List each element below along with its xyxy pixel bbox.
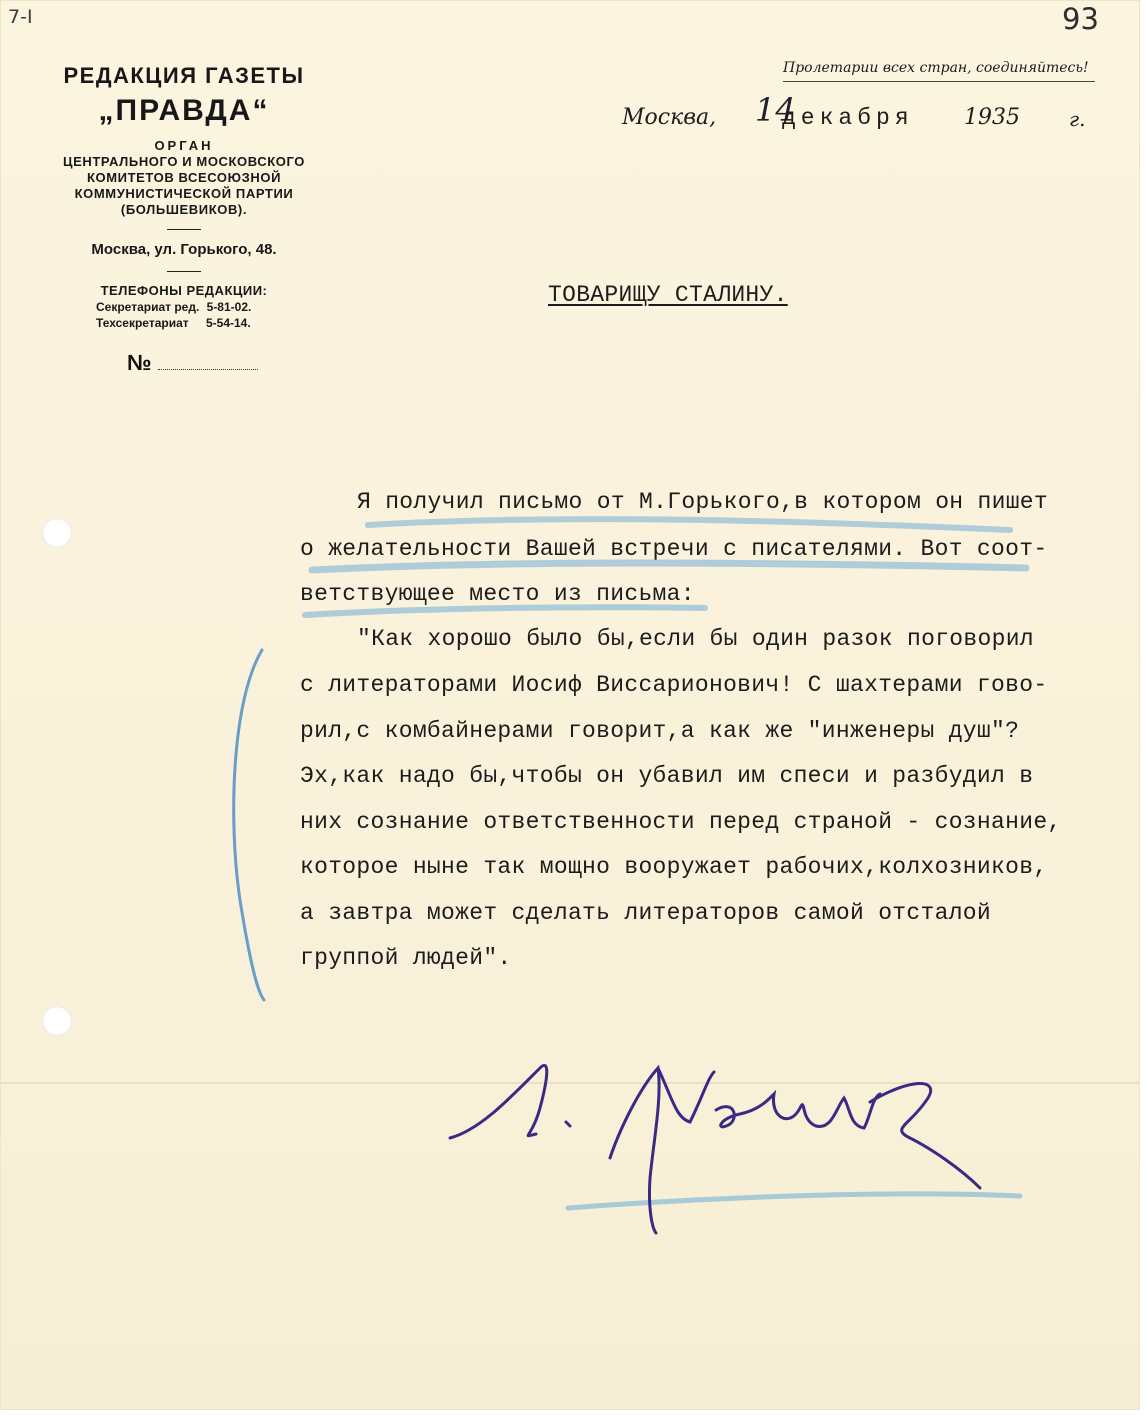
date-month: декабря [782,105,914,131]
document-number-label: № [127,350,152,375]
phone-label: Секретариат ред. [96,300,200,314]
date-year: 1935 [964,105,1020,130]
body-line: Эх,как надо бы,чтобы он убавил им спеси и разбудил в [300,763,1034,789]
phones-title: ТЕЛЕФОНЫ РЕДАКЦИИ: [100,283,268,298]
body-line: ветствующее место из письма: [300,581,695,607]
letterhead-title: РЕДАКЦИЯ ГАЗЕТЫ [63,63,305,88]
date-city: Москва, [622,105,717,130]
handwritten-page-number: 93 [1062,2,1099,36]
addressee: ТОВАРИЩУ СТАЛИНУ. [548,282,788,308]
body-line: о желательности Вашей встречи с писателями. Вот соот- [300,536,1048,562]
letterhead-organ-line: КОММУНИСТИЧЕСКОЙ ПАРТИИ [74,186,294,201]
letterhead-organ-line: ЦЕНТРАЛЬНОГО И МОСКОВСКОГО [62,154,306,169]
body-line: них сознание ответственности перед страной - сознание, [300,809,1062,835]
letterhead-organ-line: (БОЛЬШЕВИКОВ). [120,202,248,217]
phone-number: 5-54-14. [205,316,251,330]
blue-pencil-underline [368,519,1010,530]
newspaper-name: „ПРАВДА“ [98,94,270,127]
blue-pencil-underline [305,607,705,615]
signature-graphic [440,1038,1000,1238]
body-line: а завтра может сделать литераторов самой отсталой [300,900,992,926]
body-line: группой людей". [300,945,512,971]
date-day-handwritten: 14 [755,91,796,129]
letterhead-organ-line: ОРГАН [154,138,214,153]
corner-archive-mark: 7-I [8,6,33,28]
letterhead-address: Москва, ул. Горького, 48. [91,241,277,258]
blue-pencil-margin-bracket [234,650,264,1000]
slogan: Пролетарии всех стран, соединяйтесь! [783,60,1089,76]
phone-number: 5-81-02. [206,300,252,314]
body-line: которое ныне так мощно вооружает рабочих,колхозников, [300,854,1048,880]
date-year-suffix: г. [1069,107,1086,131]
body-line: с литераторами Иосиф Виссарионович! С шахтерами гово- [300,672,1048,698]
blue-pencil-underline [312,563,1026,570]
phone-label: Техсекретариат [96,316,189,330]
signature-name [450,1218,456,1219]
body-line: "Как хорошо было бы,если бы один разок поговорил [357,626,1034,652]
body-line: Я получил письмо от М.Горького,в котором он пишет [357,489,1049,515]
body-line: рил,с комбайнерами говорит,а как же "инженеры душ"? [300,718,1020,744]
letterhead-organ-line: КОМИТЕТОВ ВСЕСОЮЗНОЙ [86,170,282,185]
